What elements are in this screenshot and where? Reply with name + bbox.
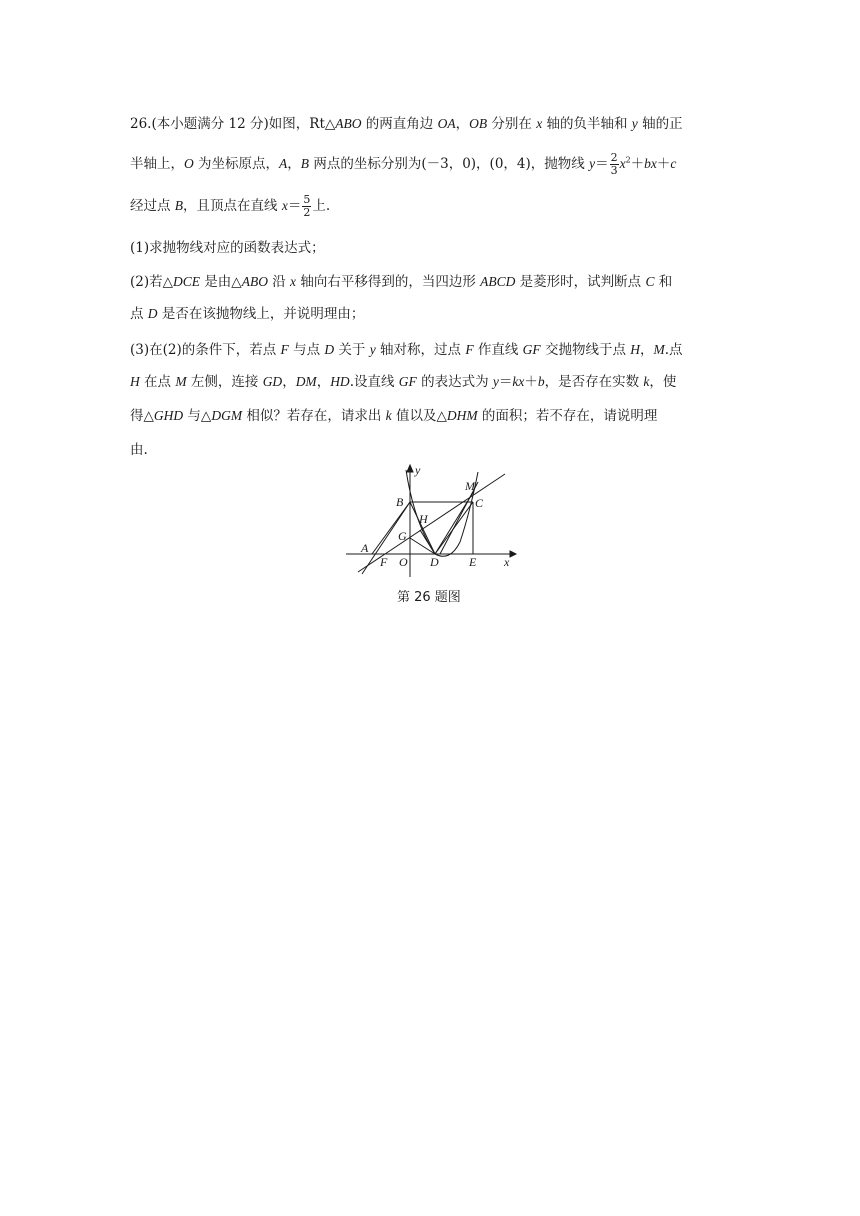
math-y: y bbox=[631, 116, 638, 131]
math-GHD: GHD bbox=[153, 408, 184, 423]
text: 交抛物线于点 bbox=[540, 342, 631, 358]
math-GF: GF bbox=[398, 374, 417, 389]
numerator: 5 bbox=[303, 193, 311, 206]
math-HD: HD bbox=[330, 374, 350, 389]
text: 为坐标原点， bbox=[193, 156, 280, 172]
text: ， bbox=[455, 116, 470, 132]
label-D: D bbox=[430, 555, 439, 569]
math-O: O bbox=[184, 156, 194, 171]
math-GF: GF bbox=[522, 342, 541, 357]
part-2-line-2 bbox=[130, 302, 364, 322]
text: 相似？若存在，请求出 bbox=[242, 408, 386, 424]
fraction-5-2 bbox=[302, 194, 311, 219]
text: 是否在该抛物线上，并说明理由； bbox=[157, 306, 365, 322]
math-OB: OB bbox=[469, 116, 488, 131]
text: .点 bbox=[664, 342, 683, 358]
math-D: D bbox=[147, 306, 158, 321]
math-x: x bbox=[619, 156, 626, 171]
text: 左侧，连接 bbox=[186, 374, 263, 390]
fraction-2-3 bbox=[610, 152, 619, 177]
text: 轴的负半轴和 bbox=[542, 116, 632, 132]
text: 由. bbox=[130, 442, 148, 458]
text: (本小题满分 12 分)如图，Rt△ bbox=[151, 116, 336, 132]
text: ，使 bbox=[649, 374, 677, 390]
text: 是由△ bbox=[200, 274, 242, 290]
y-axis-arrow-icon bbox=[407, 465, 413, 472]
text: 值以及△ bbox=[391, 408, 447, 424]
math-B: B bbox=[300, 156, 310, 171]
text: 的表达式为 bbox=[416, 374, 493, 390]
part-3-line-4 bbox=[130, 438, 148, 458]
text: ＋ bbox=[630, 156, 645, 172]
exponent: 2 bbox=[625, 155, 631, 165]
text: .设直线 bbox=[349, 374, 399, 390]
problem-line-1 bbox=[130, 112, 683, 132]
segment-HD bbox=[420, 530, 435, 554]
label-A: A bbox=[361, 541, 369, 555]
text: ，且顶点在直线 bbox=[183, 198, 282, 214]
label-H: H bbox=[419, 512, 428, 526]
problem-line-3 bbox=[130, 194, 330, 219]
numerator: 2 bbox=[610, 151, 618, 164]
math-B: B bbox=[174, 198, 184, 213]
math-C: C bbox=[645, 274, 655, 289]
math-M: M bbox=[653, 342, 665, 357]
math-GD: GD bbox=[262, 374, 283, 389]
math-x: x bbox=[290, 274, 297, 289]
figure-svg bbox=[340, 462, 520, 582]
text: 在点 bbox=[139, 374, 176, 390]
math-x: x bbox=[536, 116, 543, 131]
label-y: y bbox=[415, 463, 421, 477]
text: 是菱形时，试判断点 bbox=[515, 274, 646, 290]
text: ＋ bbox=[524, 374, 538, 390]
label-O: O bbox=[399, 555, 408, 569]
text: ， bbox=[282, 374, 296, 390]
math-y: y bbox=[492, 374, 499, 389]
text: (2)若△ bbox=[130, 274, 174, 290]
text: ， bbox=[316, 374, 331, 390]
text: ＝ bbox=[287, 198, 302, 214]
math-bx: bx bbox=[644, 156, 657, 171]
math-kx: kx bbox=[512, 374, 525, 389]
math-k: k bbox=[385, 408, 392, 423]
text: 的两直角边 bbox=[361, 116, 438, 132]
math-F: F bbox=[280, 342, 289, 357]
math-OA: OA bbox=[437, 116, 456, 131]
part-1 bbox=[130, 236, 325, 256]
denominator: 3 bbox=[610, 164, 618, 177]
math-DCE: DCE bbox=[173, 274, 201, 289]
part-3-line-3 bbox=[130, 404, 657, 424]
text: 轴的正 bbox=[637, 116, 683, 132]
math-b: b bbox=[537, 374, 545, 389]
text: 得△ bbox=[130, 408, 154, 424]
geometry-figure bbox=[340, 462, 520, 582]
text: 关于 bbox=[334, 342, 370, 358]
math-y: y bbox=[589, 156, 596, 171]
figure-caption: 第 26 题图 bbox=[397, 590, 461, 605]
text: 沿 bbox=[267, 274, 291, 290]
part-2-line-1 bbox=[130, 270, 672, 290]
problem-line-2 bbox=[130, 152, 676, 177]
text: 分别在 bbox=[487, 116, 537, 132]
text: 和 bbox=[654, 274, 673, 290]
text: ＝ bbox=[498, 374, 513, 390]
text: ， bbox=[287, 156, 301, 172]
text: 的面积；若不存在，请说明理 bbox=[477, 408, 658, 424]
text: ， bbox=[640, 342, 654, 358]
text: (1)求抛物线对应的函数表达式； bbox=[130, 240, 325, 256]
denominator: 2 bbox=[303, 206, 311, 219]
math-M: M bbox=[175, 374, 187, 389]
part-3-line-2 bbox=[130, 370, 676, 390]
label-G: G bbox=[398, 529, 407, 543]
label-B: B bbox=[396, 495, 404, 509]
math-k: k bbox=[643, 374, 650, 389]
problem-number: 26. bbox=[130, 116, 152, 132]
text: 点 bbox=[130, 306, 148, 322]
text: 上. bbox=[312, 198, 331, 214]
math-DGM: DGM bbox=[211, 408, 243, 423]
math-y: y bbox=[369, 342, 376, 357]
label-C: C bbox=[475, 496, 484, 510]
text: (3)在(2)的条件下，若点 bbox=[130, 342, 281, 358]
label-E: E bbox=[469, 555, 477, 569]
math-DM: DM bbox=[295, 374, 317, 389]
math-ABO: ABO bbox=[241, 274, 268, 289]
text: 轴对称，过点 bbox=[375, 342, 466, 358]
text: ，是否存在实数 bbox=[544, 374, 644, 390]
part-3-line-1 bbox=[130, 338, 683, 358]
label-F: F bbox=[380, 555, 388, 569]
math-H: H bbox=[130, 374, 140, 389]
text: 与点 bbox=[288, 342, 325, 358]
math-F: F bbox=[465, 342, 474, 357]
math-x: x bbox=[281, 198, 288, 213]
math-DHM: DHM bbox=[446, 408, 478, 423]
text: 经过点 bbox=[130, 198, 175, 214]
math-A: A bbox=[279, 156, 288, 171]
text: 两点的坐标分别为(－3，0)，(0，4)，抛物线 bbox=[309, 156, 590, 172]
math-ABCD: ABCD bbox=[480, 274, 516, 289]
text: ＝ bbox=[595, 156, 609, 172]
math-c: c bbox=[670, 156, 677, 171]
text: 作直线 bbox=[473, 342, 523, 358]
math-H: H bbox=[630, 342, 641, 357]
math-ABO: ABO bbox=[335, 116, 362, 131]
x-axis-arrow-icon bbox=[510, 551, 516, 557]
text: ＋ bbox=[656, 156, 671, 172]
text: 与△ bbox=[183, 408, 212, 424]
text: 轴向右平移得到的，当四边形 bbox=[296, 274, 481, 290]
text: 半轴上， bbox=[130, 156, 184, 172]
label-x: x bbox=[504, 555, 510, 569]
math-D: D bbox=[324, 342, 335, 357]
label-M: M bbox=[465, 479, 475, 493]
